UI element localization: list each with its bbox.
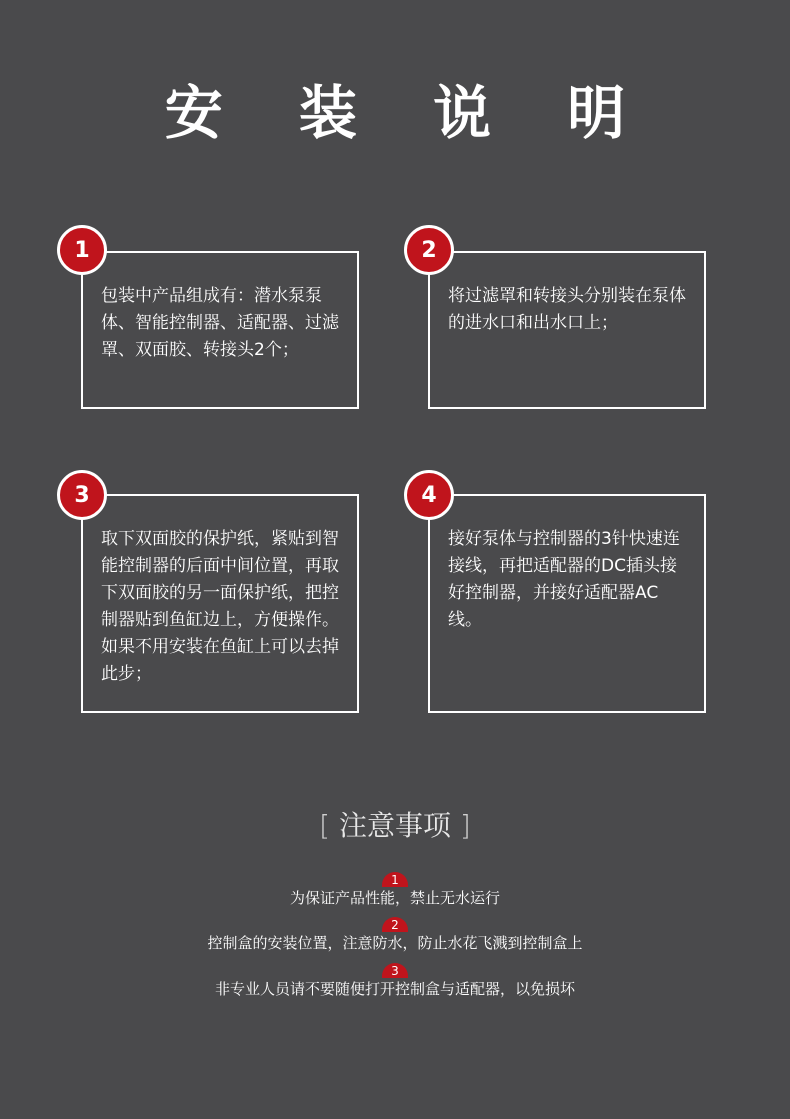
step-text-4: 接好泵体与控制器的3针快速连接线，再把适配器的DC插头接好控制器，并接好适配器AC线。 bbox=[448, 529, 680, 630]
bracket-close: ] bbox=[459, 809, 471, 842]
notice-item-3 bbox=[0, 963, 790, 1000]
step-number-badge-4: 4 bbox=[404, 470, 454, 520]
step-card-3 bbox=[81, 494, 359, 713]
notice-item-2 bbox=[0, 917, 790, 954]
notice-number-3: 3 bbox=[382, 963, 408, 978]
notice-number-2: 2 bbox=[382, 917, 408, 932]
step-number-badge-2: 2 bbox=[404, 225, 454, 275]
step-text-3: 取下双面胶的保护纸，紧贴到智能控制器的后面中间位置，再取下双面胶的另一面保护纸，把控制器贴到鱼缸边上，方便操作。如果不用安装在鱼缸上可以去掉此步； bbox=[101, 529, 339, 684]
step-card-2 bbox=[428, 251, 706, 409]
notice-text-3: 非专业人员请不要随便打开控制盒与适配器，以免损坏 bbox=[214, 980, 575, 998]
notice-text-2: 控制盒的安装位置，注意防水，防止水花飞溅到控制盒上 bbox=[207, 934, 583, 952]
page-title: 安 装 说 明 bbox=[164, 79, 654, 147]
step-number-badge-1: 1 bbox=[57, 225, 107, 275]
notice-number-1: 1 bbox=[382, 872, 408, 887]
step-card-1 bbox=[81, 251, 359, 409]
notice-heading-text: 注意事项 bbox=[338, 809, 451, 842]
notice-item-1 bbox=[0, 872, 790, 909]
notice-heading bbox=[0, 806, 790, 846]
step-card-4 bbox=[428, 494, 706, 713]
step-text-1: 包装中产品组成有：潜水泵泵体、智能控制器、适配器、过滤罩、双面胶、转接头2个； bbox=[101, 286, 339, 360]
step-number-badge-3: 3 bbox=[57, 470, 107, 520]
bracket-open: [ bbox=[319, 809, 331, 842]
step-text-2: 将过滤罩和转接头分别装在泵体的进水口和出水口上； bbox=[448, 286, 686, 333]
notice-text-1: 为保证产品性能，禁止无水运行 bbox=[289, 889, 500, 907]
